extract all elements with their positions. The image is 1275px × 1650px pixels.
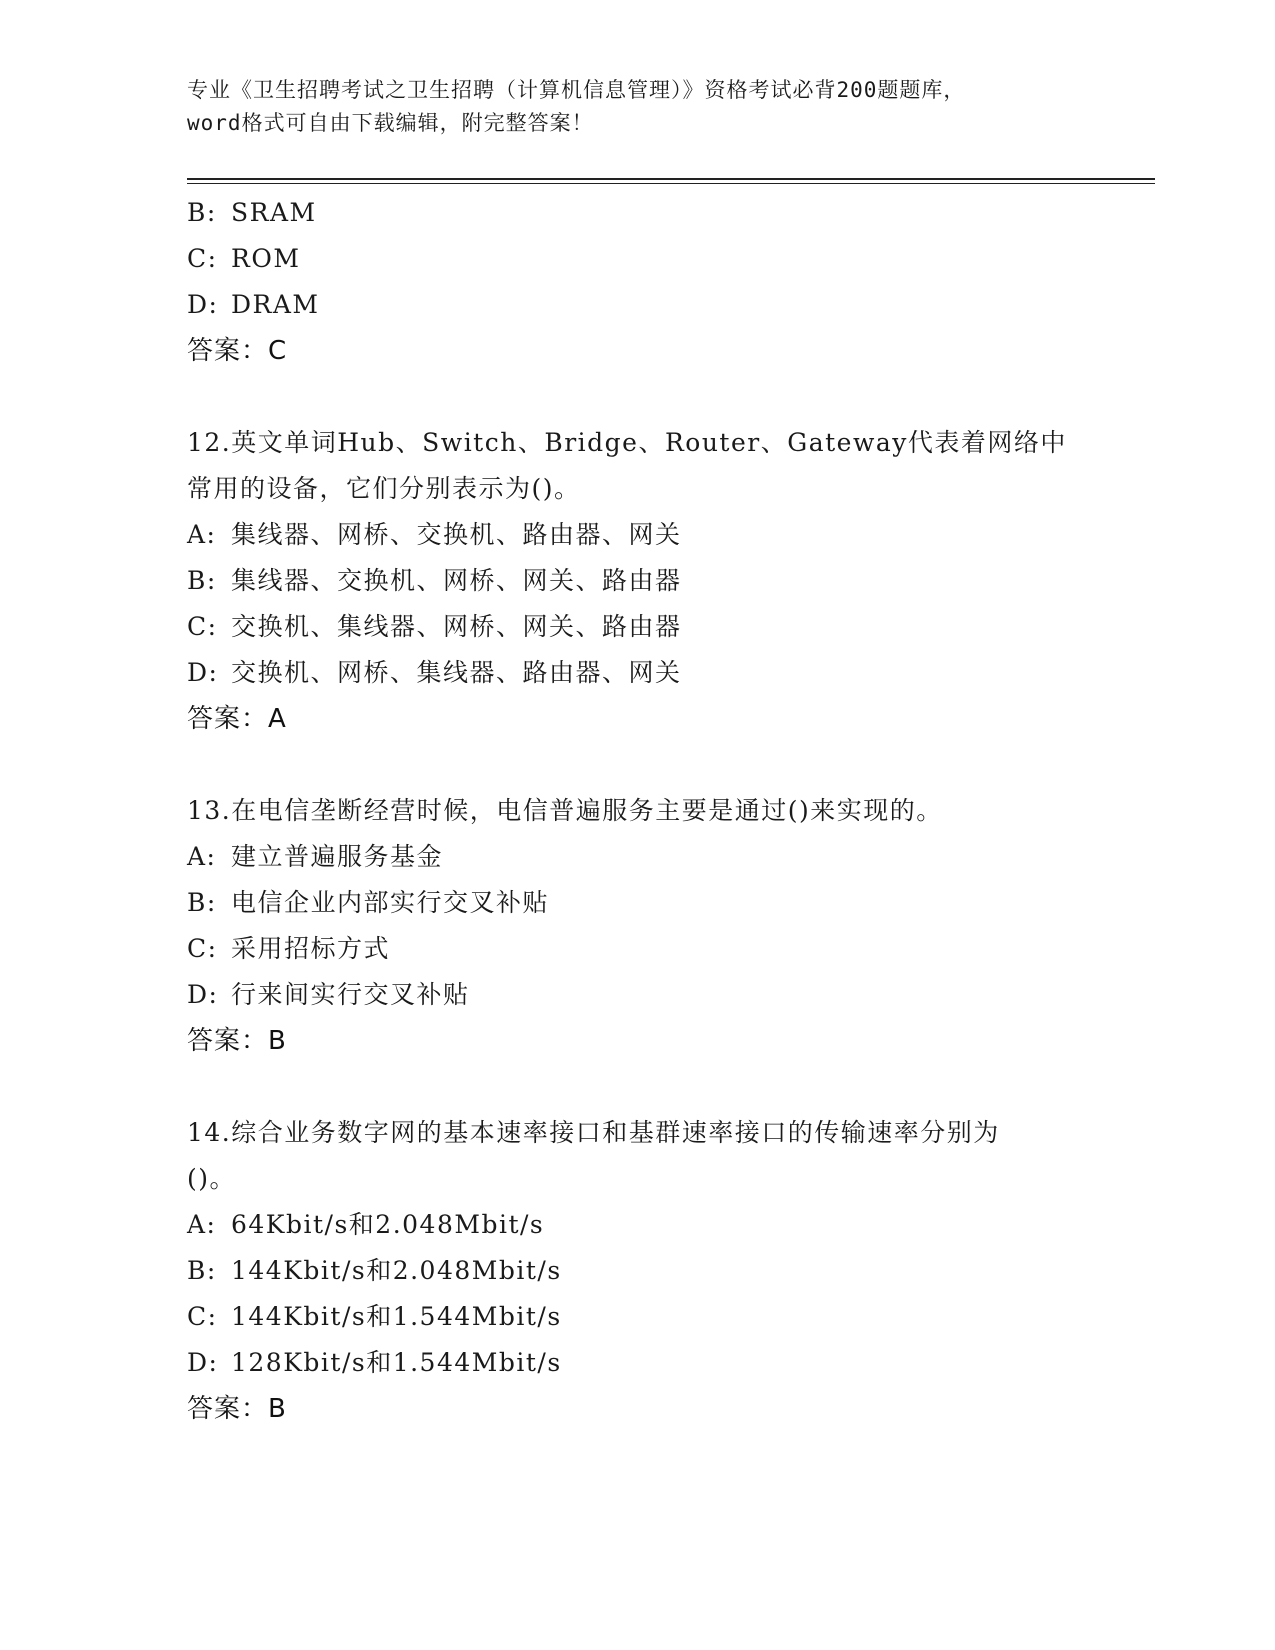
question-14 bbox=[187, 1110, 1087, 1432]
option-letter: C: bbox=[187, 612, 218, 641]
question-12 bbox=[187, 420, 1087, 742]
option-c bbox=[187, 1294, 1087, 1340]
option-letter: C: bbox=[187, 934, 218, 963]
option-text: DRAM bbox=[231, 290, 320, 319]
header-line-2: word格式可自由下载编辑，附完整答案！ bbox=[187, 111, 594, 135]
option-text: SRAM bbox=[231, 198, 317, 227]
option-text: ROM bbox=[231, 244, 301, 273]
option-letter: B: bbox=[187, 198, 217, 227]
option-b bbox=[187, 558, 1087, 604]
question-stem: 常用的设备，它们分别表示为()。 bbox=[187, 474, 581, 503]
option-text: 采用招标方式 bbox=[231, 934, 391, 963]
question-stem: ()。 bbox=[187, 1164, 237, 1193]
option-b bbox=[187, 190, 1087, 236]
option-text: 交换机、网桥、集线器、路由器、网关 bbox=[231, 658, 682, 687]
option-letter: C: bbox=[187, 244, 218, 273]
option-letter: D: bbox=[187, 658, 219, 687]
option-b bbox=[187, 1248, 1087, 1294]
option-a bbox=[187, 1202, 1087, 1248]
option-letter: D: bbox=[187, 980, 219, 1009]
option-text: 144Kbit/s和2.048Mbit/s bbox=[231, 1256, 562, 1285]
option-text: 电信企业内部实行交叉补贴 bbox=[231, 888, 550, 917]
option-text: 144Kbit/s和1.544Mbit/s bbox=[231, 1302, 562, 1331]
question-list bbox=[187, 190, 1087, 1432]
header-divider-thin bbox=[187, 183, 1155, 184]
option-text: 集线器、交换机、网桥、网关、路由器 bbox=[231, 566, 682, 595]
option-letter: D: bbox=[187, 290, 219, 319]
question-spacer bbox=[187, 374, 1087, 420]
option-text: 集线器、网桥、交换机、路由器、网关 bbox=[231, 520, 682, 549]
option-c bbox=[187, 604, 1087, 650]
option-d bbox=[187, 972, 1087, 1018]
answer-line: 答案：A bbox=[187, 704, 287, 734]
option-a bbox=[187, 512, 1087, 558]
option-text: 交换机、集线器、网桥、网关、路由器 bbox=[231, 612, 682, 641]
option-text: 行来间实行交叉补贴 bbox=[231, 980, 470, 1009]
option-b bbox=[187, 880, 1087, 926]
question-spacer bbox=[187, 1064, 1087, 1110]
question-stem: 13.在电信垄断经营时候，电信普遍服务主要是通过()来实现的。 bbox=[187, 796, 943, 825]
option-a bbox=[187, 834, 1087, 880]
answer-line: 答案：C bbox=[187, 336, 288, 366]
option-c bbox=[187, 926, 1087, 972]
option-letter: A: bbox=[187, 1210, 217, 1239]
option-letter: B: bbox=[187, 1256, 217, 1285]
answer-line: 答案：B bbox=[187, 1026, 287, 1056]
option-text: 64Kbit/s和2.048Mbit/s bbox=[231, 1210, 545, 1239]
option-d bbox=[187, 650, 1087, 696]
option-d bbox=[187, 1340, 1087, 1386]
option-letter: B: bbox=[187, 888, 217, 917]
option-letter: A: bbox=[187, 842, 217, 871]
question-13 bbox=[187, 788, 1087, 1064]
option-letter: C: bbox=[187, 1302, 218, 1331]
question-11-tail bbox=[187, 190, 1087, 374]
question-spacer bbox=[187, 742, 1087, 788]
option-letter: D: bbox=[187, 1348, 219, 1377]
option-c bbox=[187, 236, 1087, 282]
option-text: 128Kbit/s和1.544Mbit/s bbox=[231, 1348, 562, 1377]
option-letter: A: bbox=[187, 520, 217, 549]
question-stem: 14.综合业务数字网的基本速率接口和基群速率接口的传输速率分别为 bbox=[187, 1118, 1000, 1147]
answer-line: 答案：B bbox=[187, 1394, 287, 1424]
header-divider-thick bbox=[187, 178, 1155, 180]
document-header bbox=[187, 74, 1087, 140]
option-letter: B: bbox=[187, 566, 217, 595]
header-line-1: 专业《卫生招聘考试之卫生招聘（计算机信息管理）》资格考试必背200题题库， bbox=[187, 78, 966, 102]
option-text: 建立普遍服务基金 bbox=[231, 842, 444, 871]
option-d bbox=[187, 282, 1087, 328]
question-stem: 12.英文单词Hub、Switch、Bridge、Router、Gateway代表着网络中 bbox=[187, 428, 1067, 457]
